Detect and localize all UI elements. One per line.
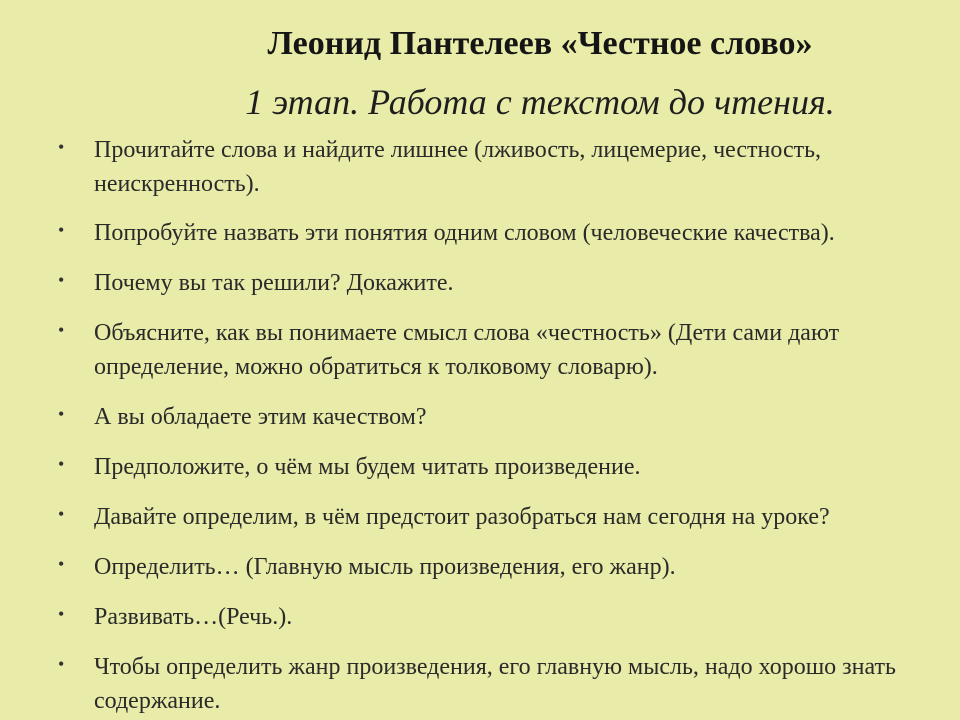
list-item-text: Предположите, о чём мы будем читать произведение. <box>94 454 641 480</box>
list-item-text: Объясните, как вы понимаете смысл слова «честность» (Дети сами дают определение, можно обратиться к толковому словарю). <box>94 320 840 380</box>
list-item-text: Попробуйте назвать эти понятия одним словом (человеческие качества). <box>94 220 835 246</box>
list-item-text: А вы обладаете этим качеством? <box>94 404 427 430</box>
list-item <box>58 400 948 434</box>
list-item <box>58 133 948 201</box>
slide-subtitle: 1 этап. Работа с текстом до чтения. <box>245 82 835 122</box>
bullet-icon: • <box>58 454 65 474</box>
bullet-icon: • <box>58 654 65 674</box>
list-item-text: Определить… (Главную мысль произведения, его жанр). <box>94 554 676 580</box>
list-item-text: Прочитайте слова и найдите лишнее (лживость, лицемерие, честность, неискренность). <box>94 137 822 197</box>
bullet-icon: • <box>58 554 65 574</box>
bullet-icon: • <box>58 270 65 290</box>
list-item-text: Почему вы так решили? Докажите. <box>94 270 454 296</box>
list-item <box>58 500 948 534</box>
list-item <box>58 450 948 484</box>
bullet-list <box>58 133 948 718</box>
list-item-text: Давайте определим, в чём предстоит разобраться нам сегодня на уроке? <box>94 504 830 530</box>
list-item <box>58 650 948 718</box>
bullet-icon: • <box>58 404 65 424</box>
list-item <box>58 316 948 384</box>
bullet-icon: • <box>58 220 65 240</box>
slide-title: Леонид Пантелеев «Честное слово» <box>267 25 813 62</box>
bullet-icon: • <box>58 320 65 340</box>
bullet-icon: • <box>58 604 65 624</box>
list-item <box>58 600 948 634</box>
list-item <box>58 216 948 250</box>
list-item <box>58 266 948 300</box>
list-item-text: Чтобы определить жанр произведения, его главную мысль, надо хорошо знать содержание. <box>94 654 896 714</box>
bullet-icon: • <box>58 504 65 524</box>
bullet-icon: • <box>58 137 65 157</box>
list-item-text: Развивать…(Речь.). <box>94 604 293 630</box>
list-item <box>58 550 948 584</box>
